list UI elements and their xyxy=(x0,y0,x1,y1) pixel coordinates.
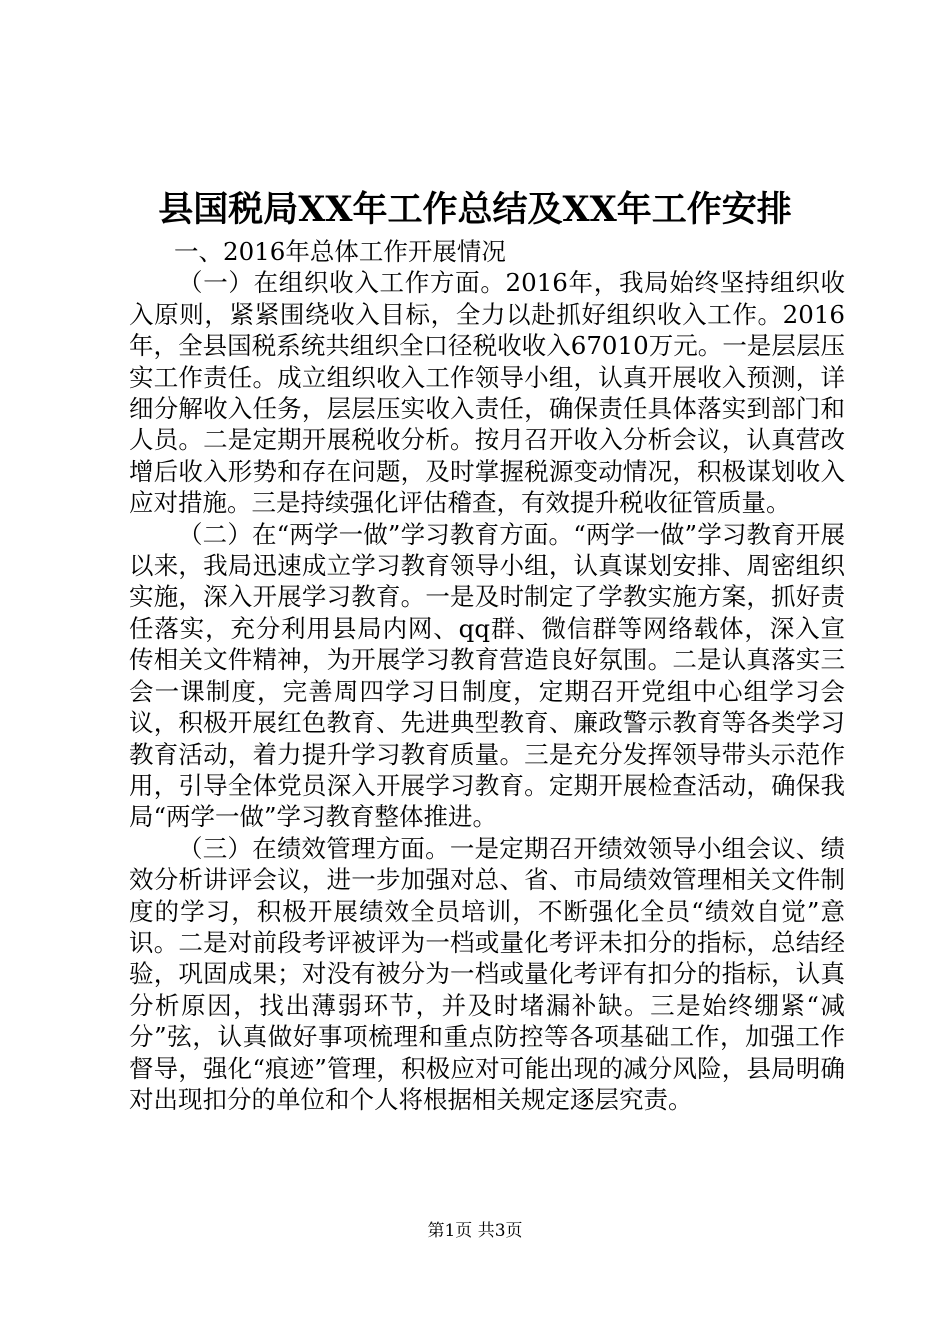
document-title: 县国税局XX年工作总结及XX年工作安排 xyxy=(158,189,792,230)
paragraph-revenue: （一）在组织收入工作方面。2016年，我局始终坚持组织收入原则，紧紧围绕收入目标，全力以赴抓好组织收入工作。2016年，全县国税系统共组织全口径税收收入67010万元。一是层层压实工作责任。成立组织收入工作领导小组，认真开展收入预测，详细分解收入任务，层层压实收入责任，确保责任具体落实到部门和人员。二是定期开展税收分析。按月召开收入分析会议，认真营改增后收入形势和存在问题，及时掌握税源变动情况，积极谋划收入应对措施。三是持续强化评估稽查，有效提升税收征管质量。 xyxy=(129,268,845,518)
document-body xyxy=(129,236,845,1115)
paragraph-study-education: （二）在“两学一做”学习教育方面。“两学一做”学习教育开展以来，我局迅速成立学习教育领导小组，认真谋划安排、周密组织实施，深入开展学习教育。一是及时制定了学教实施方案，抓好责任落实，充分利用县局内网、qq群、微信群等网络载体，深入宣传相关文件精神，为开展学习教育营造良好氛围。二是认真落实三会一课制度，完善周四学习日制度，定期召开党组中心组学习会议，积极开展红色教育、先进典型教育、廉政警示教育等各类学习教育活动，着力提升学习教育质量。三是充分发挥领导带头示范作用，引导全体党员深入开展学习教育。定期开展检查活动，确保我局“两学一做”学习教育整体推进。 xyxy=(129,519,845,832)
paragraph-performance: （三）在绩效管理方面。一是定期召开绩效领导小组会议、绩效分析讲评会议，进一步加强对总、省、市局绩效管理相关文件制度的学习，积极开展绩效全员培训，不断强化全员“绩效自觉”意识。二是对前段考评被评为一档或量化考评未扣分的指标，总结经验，巩固成果；对没有被分为一档或量化考评有扣分的指标，认真分析原因，找出薄弱环节，并及时堵漏补缺。三是始终绷紧“减分”弦，认真做好事项梳理和重点防控等各项基础工作，加强工作督导，强化“痕迹”管理，积极应对可能出现的减分风险，县局明确对出现扣分的单位和个人将根据相关规定逐层究责。 xyxy=(129,833,845,1114)
page-footer: 第1页 共3页 xyxy=(427,1221,523,1241)
section-heading: 一、2016年总体工作开展情况 xyxy=(174,237,506,266)
